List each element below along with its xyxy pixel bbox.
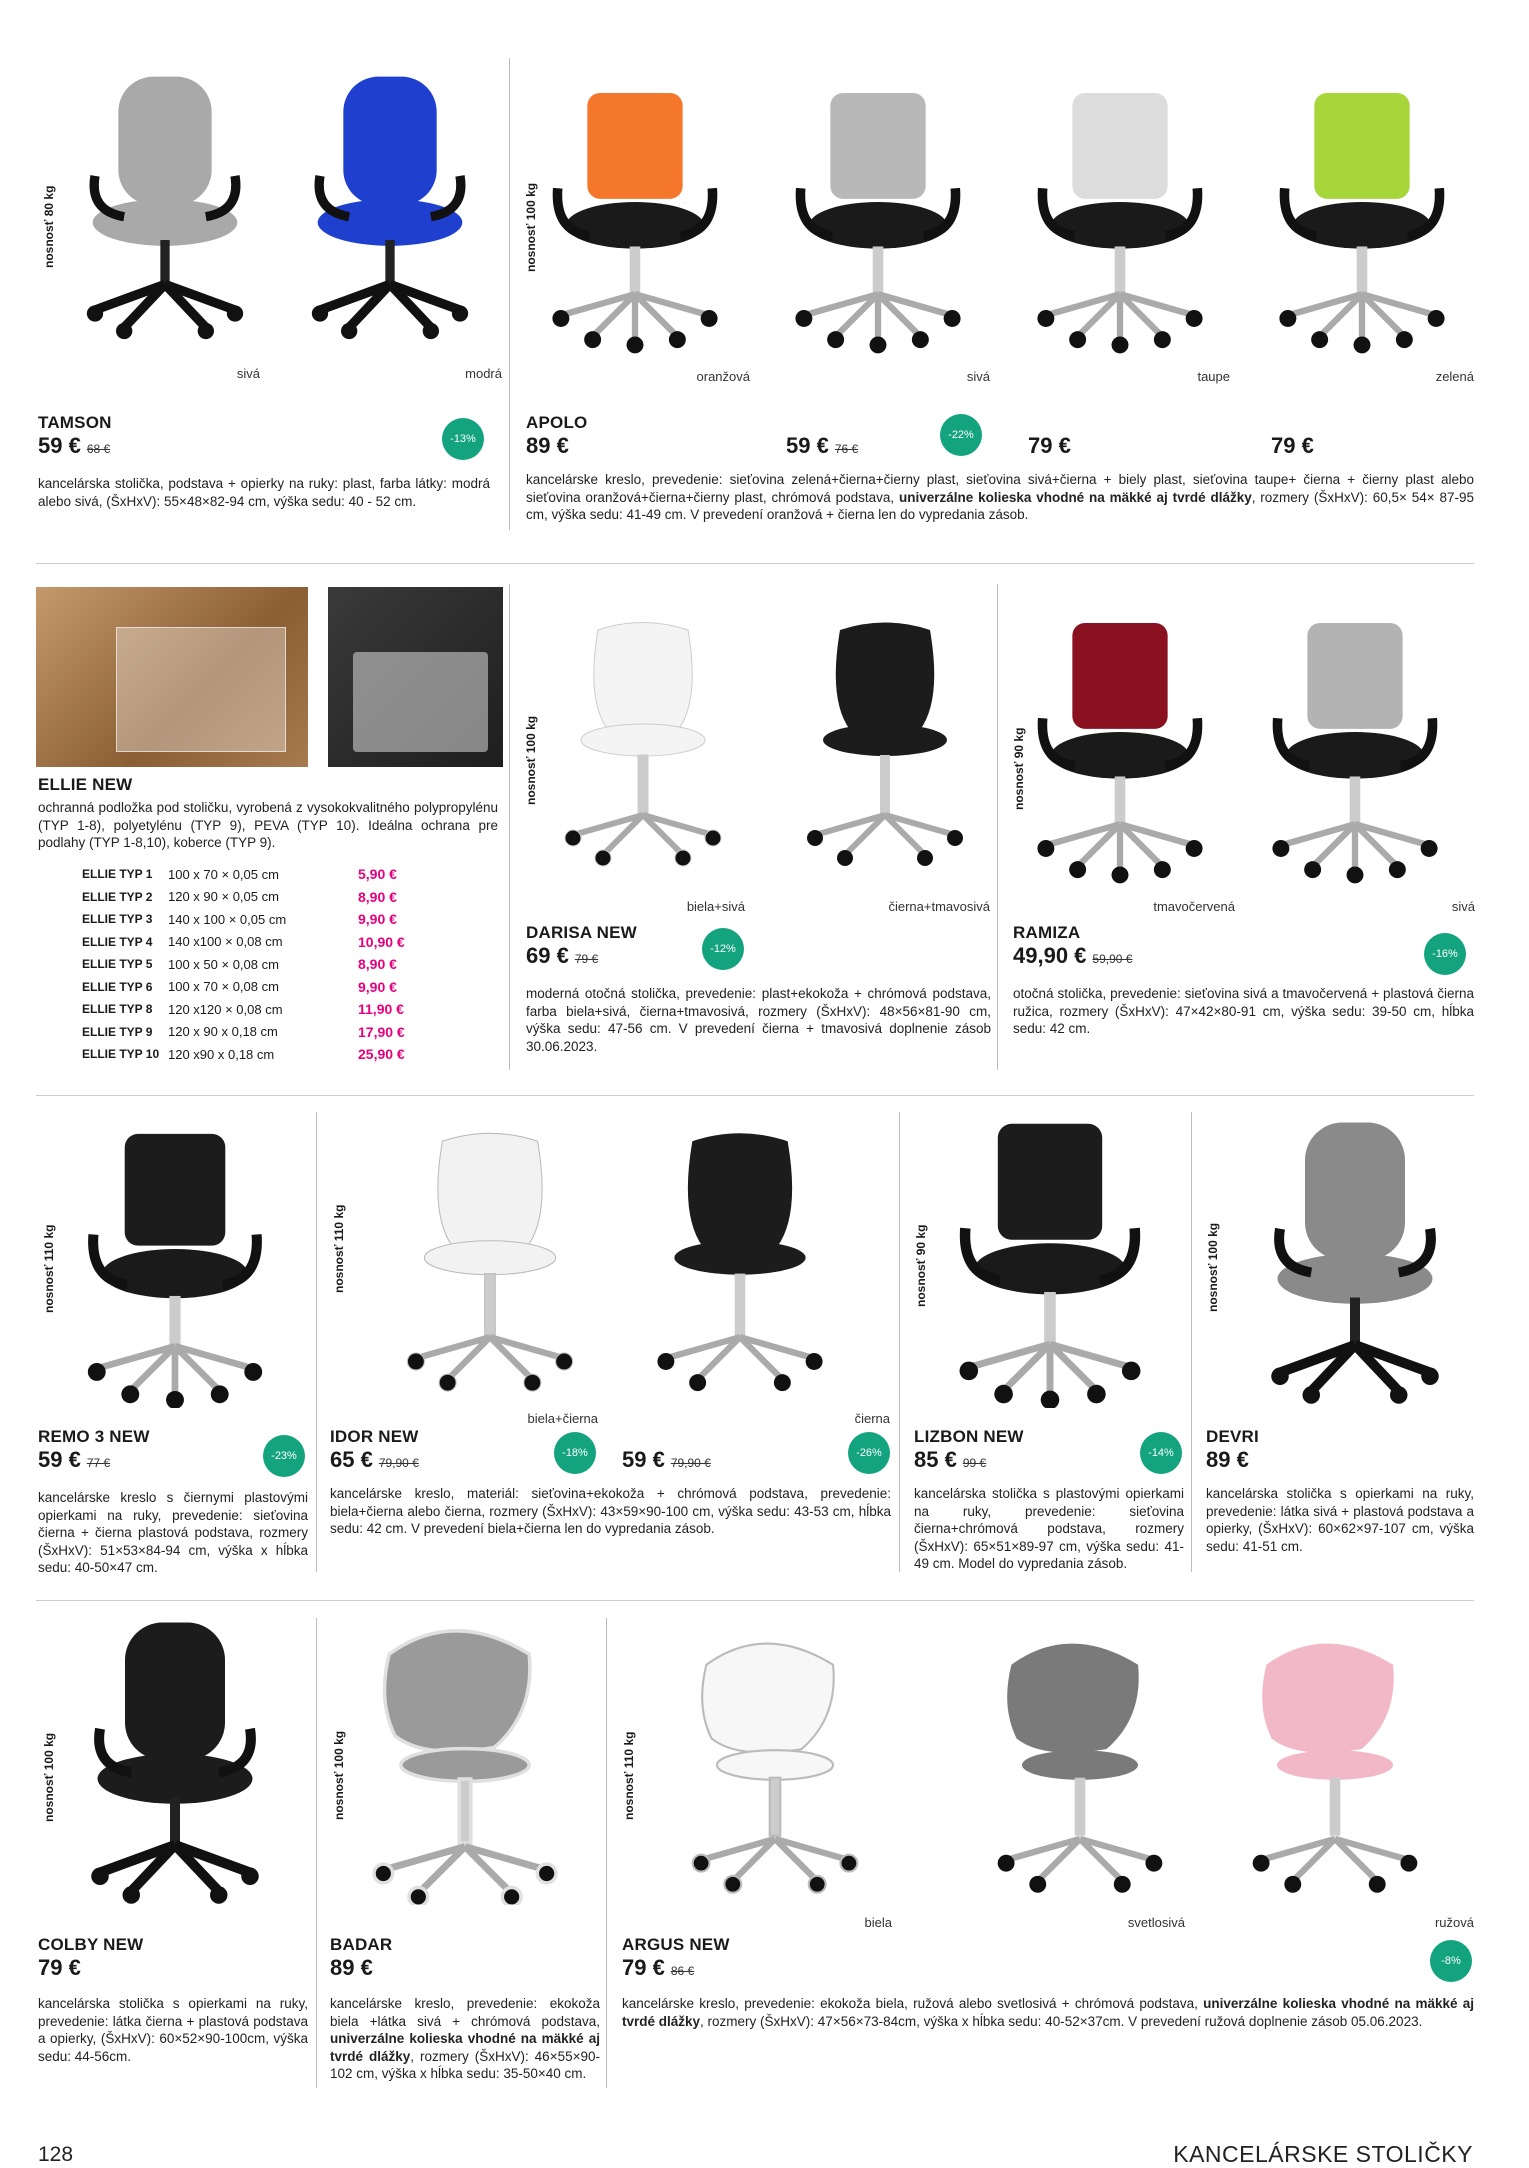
dimension-cell: 120 x90 x 0,18 cm [168,1046,275,1062]
variant-caption: sivá [966,369,990,384]
dimension-cell: 120 x120 × 0,08 cm [168,1001,283,1017]
price-cell: 8,90 € [358,888,397,905]
price-cell: 10,90 € [358,933,405,950]
capacity-label: nosnosť 100 kg [332,1730,346,1820]
dimension-cell: 140 x 100 × 0,05 cm [168,911,287,927]
table-row [82,931,411,954]
discount-badge: -26% [848,1432,890,1474]
variant-name-cell: ELLIE TYP 1 [82,867,153,882]
capacity-label: nosnosť 100 kg [524,182,538,272]
divider [36,1095,1474,1096]
product-description: kancelárska stolička s plastovými opierkami na ruky, prevedenie: sieťovina čierna+chrómová podstava, rozmery (ŠxHxV): 65×51×89-97 cm, výška sedu: 41-49 cm. Model do vypredania zásob. [914,1486,1184,1571]
price-cell: 9,90 € [358,911,397,928]
product-description: kancelárske kreslo s čiernymi plastovými opierkami na ruky, prevedenie: sieťovina čierna + čierna plastová podstava, rozmery (ŠxHxV): 51×53×84-94 cm, výška x hĺbka sedu: 40-50×47 cm. [38,1490,308,1575]
variant-caption: čierna+tmavosivá [888,899,990,914]
divider [997,584,998,1070]
product-name: RAMIZA [1013,923,1081,942]
capacity-label: nosnosť 110 kg [42,1224,56,1313]
chair-image [400,1118,580,1408]
capacity-label: nosnosť 110 kg [622,1731,636,1820]
product-price: 89 € [330,1955,373,1980]
section-title: KANCELÁRSKE STOLIČKY [1173,2141,1473,2167]
product-name: TAMSON [38,413,112,432]
variant-name-cell: ELLIE TYP 3 [82,912,153,927]
table-row [82,908,411,931]
divider [1191,1112,1192,1572]
variant-name-cell: ELLIE TYP 8 [82,1002,153,1017]
discount-badge: -18% [554,1432,596,1474]
divider [509,58,510,530]
discount-badge: -16% [1424,933,1466,975]
product-description: ochranná podložka pod stoličku, vyrobená z vysokokvalitného polypropylénu (TYP 1-8), polyetylénu (TYP 9), PEVA (TYP 10). Ideálna ochrana pre podlahy (TYP 1-8,10), koberce (TYP 9). [38,800,498,850]
price-cell: 17,90 € [358,1023,405,1040]
product-price: 79 € [1028,433,1071,458]
variant-caption: sivá [1451,899,1475,914]
floor-mat-photo [328,587,503,767]
discount-badge: -12% [702,928,744,970]
table-row [82,998,411,1021]
product-price: 49,90 € 59,90 € [1013,943,1133,968]
product-description: kancelárska stolička s opierkami na ruky, prevedenie: látka čierna + plastová podstava a opierky, (ŠxHxV): 60×52×90-100cm, výška sedu: 44-56cm. [38,1996,308,2064]
divider [899,1112,900,1572]
dimension-cell: 100 x 70 × 0,05 cm [168,866,279,882]
product-price: 79 € [38,1955,81,1980]
variant-caption: sivá [236,366,260,381]
product-price: 59 € 79,90 € [622,1447,711,1472]
chair-image [558,595,728,895]
product-description: moderná otočná stolička, prevedenie: plast+ekokoža + chrómová podstava, farba biela+sivá, čierna+tmavosivá, rozmery (ŠxHxV): 48×56×81-90 cm, výška sedu: 47-56 cm. V prevedení čierna + tmavosivá doplnenie zásob 30.06.2023. [526,986,991,1054]
chair-image [355,1625,575,1905]
product-description: kancelárske kreslo, materiál: sieťovina+ekokoža + chrómová podstava, prevedenie: biela+čierna alebo čierna, rozmery (ŠxHxV): 43×59×90-100 cm, výška sedu: 43-53 cm, hĺbka sedu: 42 cm. V prevedení biela+čierna len do vypredania zásob. [330,1486,891,1536]
divider [316,1112,317,1572]
product-price: 89 € [1206,1447,1249,1472]
product-price: 59 € 77 € [38,1447,111,1472]
chair-image [950,1118,1150,1408]
discount-badge: -14% [1140,1432,1182,1474]
table-row [82,976,411,999]
table-row [82,886,411,909]
product-name: ARGUS NEW [622,1935,730,1954]
variant-name-cell: ELLIE TYP 9 [82,1024,153,1039]
variant-name-cell: ELLIE TYP 4 [82,934,153,949]
variant-caption: taupe [1197,369,1230,384]
divider [36,563,1474,564]
variant-caption: oranžová [696,369,750,384]
chair-image [800,595,970,895]
price-cell: 11,90 € [358,1001,404,1018]
variant-caption: biela+sivá [686,899,745,914]
variant-caption: zelená [1435,369,1474,384]
floor-mat-photo [36,587,308,767]
price-cell: 9,90 € [358,978,397,995]
variant-caption: tmavočervená [1153,899,1235,914]
chair-image [1030,85,1210,355]
page-number: 128 [38,2143,74,2166]
chair-image [650,1118,830,1408]
discount-badge: -13% [442,418,484,460]
variant-caption: biela [864,1915,892,1930]
chair-image [1240,1625,1430,1905]
product-description: kancelárske kreslo, prevedenie: ekokoža biela, ružová alebo svetlosivá + chrómová podstava, univerzálne kolieska vhodné na mäkké aj tvrdé dlážky, rozmery (ŠxHxV): 47×56×73-84cm, výška x hĺbka sedu: 40-52×37cm. V prevedení ružová doplnenie zásob 05.06.2023. [622,1996,1475,2029]
chair-image [1030,605,1210,895]
variant-caption: svetlosivá [1127,1915,1185,1930]
chair-image [680,1625,870,1905]
price-cell: 5,90 € [358,866,397,883]
capacity-label: nosnosť 90 kg [914,1224,928,1307]
chair-image [1255,1110,1455,1410]
capacity-label: nosnosť 90 kg [1012,727,1026,810]
chair-image [788,85,968,355]
product-name: BADAR [330,1935,393,1954]
chair-image [65,65,265,345]
chair-image [1265,605,1445,895]
discount-badge: -23% [263,1435,305,1477]
product-price: 59 € 68 € [38,433,111,458]
table-row [82,953,411,976]
product-price: 69 € 79 € [526,943,599,968]
product-price: 65 € 79,90 € [330,1447,419,1472]
divider [36,1600,1474,1601]
variant-name-cell: ELLIE TYP 5 [82,957,153,972]
price-cell: 25,90 € [358,1046,405,1063]
variant-name-cell: ELLIE TYP 2 [82,889,153,904]
product-name: DARISA NEW [526,923,637,942]
divider [606,1618,607,2088]
variant-name-cell: ELLIE TYP 10 [82,1047,160,1062]
product-description: kancelárska stolička s opierkami na ruky, prevedenie: látka sivá + plastová podstava a opierky, (ŠxHxV): 60×62×97-107 cm, výška sedu: 41-51 cm. [1206,1486,1474,1554]
product-name: APOLO [526,413,588,432]
product-name: COLBY NEW [38,1935,144,1954]
dimension-cell: 120 x 90 × 0,05 cm [168,889,279,905]
table-row [82,1021,411,1044]
product-price: 85 € 99 € [914,1447,987,1472]
product-price: 79 € [1271,433,1314,458]
table-row [82,1043,411,1066]
product-description: otočná stolička, prevedenie: sieťovina sivá a tmavočervená + plastová čierna ružica, rozmery (ŠxHxV): 47×42×80-91 cm, výška sedu: 39-50 cm, hĺbka sedu: 42 cm. [1013,986,1474,1036]
dimension-cell: 100 x 70 × 0,08 cm [168,979,279,995]
capacity-label: nosnosť 100 kg [524,715,538,805]
table-row [82,863,411,886]
capacity-label: nosnosť 80 kg [42,185,56,268]
product-name: ELLIE NEW [38,775,133,794]
capacity-label: nosnosť 100 kg [42,1732,56,1822]
variant-name-cell: ELLIE TYP 6 [82,979,153,994]
divider [316,1618,317,2088]
capacity-label: nosnosť 110 kg [332,1204,346,1293]
dimension-cell: 120 x 90 x 0,18 cm [168,1024,278,1040]
discount-badge: -8% [1430,1940,1472,1982]
variant-caption: ružová [1434,1915,1474,1930]
chair-image [1272,85,1452,355]
chair-image [290,65,490,345]
product-description: kancelárske kreslo, prevedenie: ekokoža biela +látka sivá + chrómová podstava, univerzálne kolieska vhodné na mäkké aj tvrdé dlážky, rozmery (ŠxHxV): 46×55×90-102 cm, výška x hĺbka sedu: 35-50×40 cm. [330,1996,600,2081]
variant-caption: čierna [854,1411,890,1426]
chair-image [80,1128,270,1408]
product-name: IDOR NEW [330,1427,419,1446]
price-cell: 8,90 € [358,956,397,973]
product-name: DEVRI [1206,1427,1259,1446]
chair-image [545,85,725,355]
chair-image [75,1610,275,1910]
divider [509,584,510,1070]
variant-caption: biela+čierna [527,1411,598,1426]
product-name: REMO 3 NEW [38,1427,150,1446]
product-price: 79 € 86 € [622,1955,695,1980]
product-description: kancelárska stolička, podstava + opierky na ruky: plast, farba látky: modrá alebo sivá, (ŠxHxV): 55×48×82-94 cm, výška sedu: 40 - 52 cm. [38,476,490,509]
product-price: 89 € [526,433,569,458]
dimension-cell: 100 x 50 × 0,08 cm [168,956,279,972]
price-table [82,863,411,1066]
discount-badge: -22% [940,414,982,456]
product-description: kancelárske kreslo, prevedenie: sieťovina zelená+čierna+čierny plast, sieťovina sivá+čierna + biely plast, sieťovina taupe+ čierna + čierny plast alebo sieťovina oranžová+čierna+čierny plast, chrómová podstava, univerzálne kolieska vhodné na mäkké aj tvrdé dlážky, rozmery (ŠxHxV): 60,5× 54× 87-95 cm, výška sedu: 41-49 cm. V prevedení oranžová + čierna len do vypredania zásob. [526,472,1474,522]
dimension-cell: 140 x100 × 0,08 cm [168,934,283,950]
product-price: 59 € 76 € [786,433,859,458]
chair-image [985,1625,1175,1905]
capacity-label: nosnosť 100 kg [1206,1222,1220,1312]
variant-caption: modrá [465,366,502,381]
product-name: LIZBON NEW [914,1427,1024,1446]
